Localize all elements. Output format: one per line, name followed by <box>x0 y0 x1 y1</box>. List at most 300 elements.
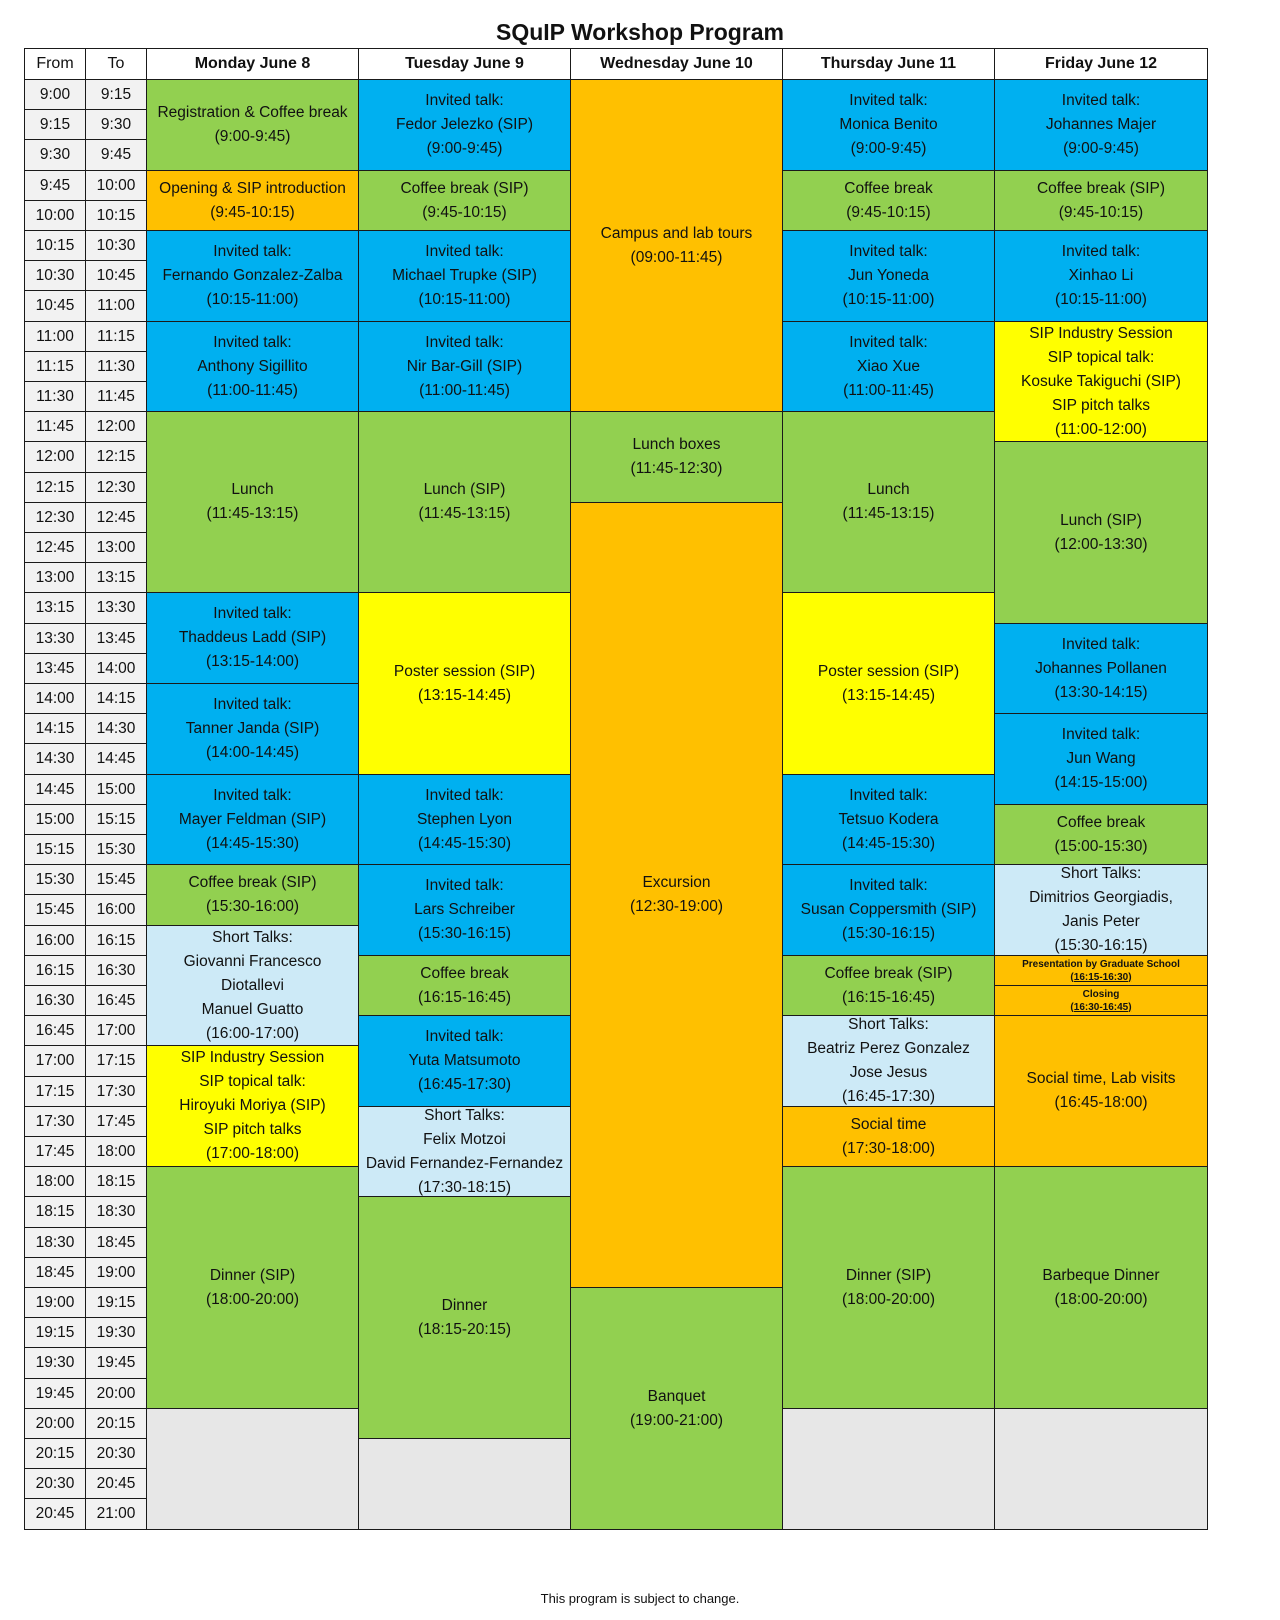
event-text-line: Monica Benito <box>839 116 938 133</box>
time-from-cell: 12:15 <box>24 472 86 503</box>
event-block <box>782 864 995 956</box>
time-from-cell: 13:15 <box>24 592 86 624</box>
time-from-cell: 15:45 <box>24 894 86 926</box>
time-to-cell: 16:45 <box>85 985 147 1016</box>
time-from-cell: 12:00 <box>24 441 86 473</box>
event-text-line: (17:00-18:00) <box>205 1145 300 1162</box>
event-block <box>570 79 783 412</box>
event-text-line: (11:45-13:15) <box>418 505 511 522</box>
event-text-line: (18:00-20:00) <box>205 1290 300 1308</box>
event-text-line: Lunch <box>867 481 910 498</box>
event-block <box>358 1106 571 1197</box>
event-text-line: Invited talk: <box>1061 243 1141 260</box>
event-text-line: (17:30-18:00) <box>841 1139 936 1157</box>
event-block <box>570 502 783 1288</box>
event-text-line: Yuta Matsumoto <box>408 1052 521 1069</box>
event-text-line: (12:30-19:00) <box>629 898 724 915</box>
time-to-cell: 10:30 <box>85 230 147 261</box>
event-block <box>994 1166 1208 1409</box>
event-text-line: SIP Industry Session <box>180 1049 325 1066</box>
empty-slot <box>358 1438 571 1530</box>
event-block <box>146 79 359 171</box>
time-to-cell: 12:00 <box>85 411 147 442</box>
event-text-line: David Fernandez-Fernandez <box>365 1154 564 1172</box>
event-text-line: (15:30-16:00) <box>205 898 300 915</box>
event-text-line: SIP topical talk: <box>1047 348 1155 366</box>
event-text-line: (9:45-10:15) <box>422 203 507 221</box>
event-text-line: Banquet <box>647 1387 706 1405</box>
event-block <box>782 230 995 322</box>
time-to-cell: 10:45 <box>85 260 147 291</box>
event-text-line: Short Talks: <box>424 1106 505 1124</box>
time-from-cell: 10:30 <box>24 260 86 291</box>
event-block <box>358 170 571 231</box>
time-from-cell: 17:45 <box>24 1136 86 1167</box>
event-text-line: Invited talk: <box>849 786 928 804</box>
event-text-line: Invited talk: <box>425 333 504 351</box>
event-text-line: Invited talk: <box>213 605 292 622</box>
event-block <box>782 170 995 231</box>
day-header-thursday: Thursday June 11 <box>782 48 995 80</box>
time-from-cell: 18:15 <box>24 1196 86 1228</box>
event-text-line: Nir Bar-Gill (SIP) <box>406 357 523 375</box>
event-text-line: (14:15-15:00) <box>1054 774 1148 791</box>
time-to-cell: 17:15 <box>85 1045 147 1077</box>
event-text-line: Hiroyuki Moriya (SIP) <box>179 1097 326 1114</box>
time-to-cell: 16:00 <box>85 894 147 926</box>
event-block <box>994 1015 1208 1167</box>
event-text-line: Invited talk: <box>425 877 504 894</box>
event-block <box>570 411 783 503</box>
time-to-cell: 12:30 <box>85 472 147 503</box>
event-text-line: (09:00-11:45) <box>630 248 723 266</box>
event-text-line: Social time, Lab visits <box>1026 1070 1176 1087</box>
time-to-cell: 17:00 <box>85 1015 147 1046</box>
time-from-cell: 11:00 <box>24 321 86 352</box>
time-to-cell: 15:30 <box>85 834 147 865</box>
event-text-line: Tanner Janda (SIP) <box>185 720 320 737</box>
event-block <box>782 1166 995 1409</box>
event-text-line: Diotallevi <box>221 976 284 994</box>
time-from-cell: 16:15 <box>24 955 86 986</box>
event-text-line: Invited talk: <box>425 243 504 260</box>
event-text-line: Social time <box>850 1115 927 1133</box>
event-text-line: Invited talk: <box>1061 635 1141 653</box>
time-from-cell: 12:30 <box>24 502 86 533</box>
event-block <box>358 1015 571 1107</box>
event-text-line: (16:30-16:45) <box>1070 1001 1132 1013</box>
event-block <box>994 623 1208 714</box>
time-from-cell: 19:45 <box>24 1378 86 1409</box>
event-text-line: (11:45-12:30) <box>630 460 723 477</box>
event-text-line: (11:45-13:15) <box>842 505 935 522</box>
event-text-line: Jun Yoneda <box>847 267 930 284</box>
event-text-line: Felix Motzoi <box>423 1130 506 1148</box>
event-text-line: (12:00-13:30) <box>1054 535 1148 553</box>
time-to-cell: 13:00 <box>85 532 147 563</box>
event-text-line: Invited talk: <box>213 696 292 713</box>
time-to-cell: 11:30 <box>85 351 147 382</box>
time-from-cell: 15:00 <box>24 804 86 835</box>
event-text-line: Barbeque Dinner <box>1042 1266 1160 1284</box>
event-text-line: Campus and lab tours <box>600 224 753 242</box>
event-text-line: (11:45-13:15) <box>206 505 299 522</box>
event-block <box>146 321 359 412</box>
time-to-cell: 20:30 <box>85 1438 147 1469</box>
time-to-cell: 13:45 <box>85 623 147 654</box>
time-from-cell: 9:45 <box>24 170 86 201</box>
event-text-line: Coffee break (SIP) <box>188 874 317 891</box>
event-text-line: Invited talk: <box>849 243 928 260</box>
event-text-line: (13:30-14:15) <box>1054 683 1148 701</box>
event-text-line: (16:15-16:45) <box>841 988 936 1006</box>
event-block <box>146 774 359 865</box>
event-block <box>782 955 995 1016</box>
event-text-line: Lars Schreiber <box>414 901 515 918</box>
time-to-cell: 18:30 <box>85 1196 147 1228</box>
event-block <box>782 411 995 593</box>
event-text-line: Closing <box>1082 988 1120 1000</box>
event-text-line: Invited talk: <box>849 92 928 109</box>
event-text-line: Mayer Feldman (SIP) <box>178 810 327 828</box>
day-header-wednesday: Wednesday June 10 <box>570 48 783 80</box>
event-block <box>570 1287 783 1530</box>
time-from-cell: 19:30 <box>24 1347 86 1379</box>
time-from-cell: 16:00 <box>24 925 86 956</box>
event-text-line: Anthony Sigillito <box>197 357 308 375</box>
event-block <box>358 1196 571 1439</box>
event-text-line: Jun Wang <box>1066 750 1136 767</box>
time-from-cell: 9:00 <box>24 79 86 110</box>
event-text-line: Invited talk: <box>849 333 928 351</box>
empty-slot <box>146 1408 359 1530</box>
event-text-line: (14:45-15:30) <box>841 834 936 852</box>
event-text-line: (16:15-16:45) <box>417 988 512 1006</box>
event-text-line: (10:15-11:00) <box>206 291 299 308</box>
time-from-cell: 11:15 <box>24 351 86 382</box>
event-text-line: (10:15-11:00) <box>842 291 935 308</box>
time-to-cell: 15:15 <box>85 804 147 835</box>
time-from-cell: 20:15 <box>24 1438 86 1469</box>
empty-slot <box>994 1408 1208 1530</box>
event-text-line: Short Talks: <box>212 928 293 946</box>
empty-slot <box>782 1408 995 1530</box>
event-text-line: Invited talk: <box>213 333 292 351</box>
event-text-line: Invited talk: <box>213 243 292 260</box>
event-text-line: Short Talks: <box>848 1016 929 1033</box>
event-text-line: (11:00-11:45) <box>207 381 298 399</box>
event-text-line: Johannes Pollanen <box>1035 659 1167 677</box>
time-from-cell: 11:30 <box>24 381 86 412</box>
event-text-line: Lunch (SIP) <box>423 481 506 498</box>
event-text-line: (9:45-10:15) <box>846 203 931 221</box>
event-text-line: SIP topical talk: <box>199 1073 306 1090</box>
event-block <box>358 230 571 322</box>
time-from-cell: 10:15 <box>24 230 86 261</box>
time-from-cell: 13:30 <box>24 623 86 654</box>
event-block <box>994 804 1208 865</box>
event-text-line: (16:45-18:00) <box>1054 1094 1148 1111</box>
day-header-friday: Friday June 12 <box>994 48 1208 80</box>
time-from-cell: 17:30 <box>24 1106 86 1137</box>
event-text-line: Invited talk: <box>849 877 928 894</box>
event-text-line: Dinner (SIP) <box>845 1266 932 1284</box>
time-from-cell: 15:30 <box>24 864 86 895</box>
event-text-line: Poster session (SIP) <box>817 662 960 680</box>
time-to-cell: 11:45 <box>85 381 147 412</box>
event-text-line: (14:45-15:30) <box>417 834 512 852</box>
day-header-monday: Monday June 8 <box>146 48 359 80</box>
event-text-line: (18:00-20:00) <box>1054 1290 1148 1308</box>
event-text-line: (17:30-18:15) <box>417 1178 512 1196</box>
footnote: This program is subject to change. <box>540 1591 740 1606</box>
from-column-header: From <box>24 48 86 80</box>
event-block <box>782 774 995 865</box>
day-header-tuesday: Tuesday June 9 <box>358 48 571 80</box>
time-from-cell: 14:45 <box>24 774 86 805</box>
time-from-cell: 18:00 <box>24 1166 86 1197</box>
event-block <box>146 230 359 322</box>
event-text-line: Beatriz Perez Gonzalez <box>807 1040 970 1057</box>
event-block <box>146 170 359 231</box>
time-to-cell: 18:00 <box>85 1136 147 1167</box>
event-text-line: (19:00-21:00) <box>629 1411 724 1429</box>
event-text-line: (9:00-9:45) <box>1063 140 1139 157</box>
event-block <box>358 411 571 593</box>
time-to-cell: 16:15 <box>85 925 147 956</box>
event-text-line: (16:00-17:00) <box>205 1024 300 1042</box>
event-text-line: SIP Industry Session <box>1029 324 1173 342</box>
event-block <box>994 79 1208 171</box>
event-text-line: (9:00-9:45) <box>850 140 927 157</box>
schedule-table <box>24 48 1250 1582</box>
event-text-line: Invited talk: <box>425 1028 504 1045</box>
to-column-header: To <box>85 48 147 80</box>
event-block <box>994 864 1208 956</box>
event-block <box>146 592 359 684</box>
event-block <box>782 1106 995 1167</box>
time-from-cell: 13:45 <box>24 653 86 684</box>
event-text-line: (16:45-17:30) <box>841 1088 936 1105</box>
time-from-cell: 12:45 <box>24 532 86 563</box>
event-block <box>358 321 571 412</box>
event-text-line: Xinhao Li <box>1068 267 1134 284</box>
event-block <box>994 955 1208 986</box>
event-text-line: (9:45-10:15) <box>1058 203 1144 221</box>
event-text-line: Coffee break <box>1056 813 1146 831</box>
event-block <box>358 592 571 775</box>
event-text-line: (9:00-9:45) <box>214 128 291 145</box>
event-text-line: (15:00-15:30) <box>1054 837 1148 855</box>
event-block <box>994 441 1208 624</box>
event-block <box>146 1166 359 1409</box>
event-block <box>146 683 359 775</box>
time-from-cell: 17:15 <box>24 1076 86 1107</box>
event-text-line: Thaddeus Ladd (SIP) <box>178 629 327 646</box>
time-to-cell: 9:15 <box>85 79 147 110</box>
time-to-cell: 16:30 <box>85 955 147 986</box>
event-text-line: Jose Jesus <box>849 1064 928 1081</box>
event-block <box>782 79 995 171</box>
event-block <box>358 955 571 1016</box>
event-text-line: (13:15-14:45) <box>841 686 936 704</box>
event-text-line: Invited talk: <box>425 92 504 109</box>
event-block <box>994 170 1208 231</box>
event-text-line: (15:30-16:15) <box>1054 937 1148 954</box>
event-text-line: (11:00-11:45) <box>843 381 934 399</box>
time-to-cell: 18:15 <box>85 1166 147 1197</box>
time-from-cell: 20:45 <box>24 1498 86 1530</box>
event-text-line: SIP pitch talks <box>1052 396 1150 414</box>
time-from-cell: 19:00 <box>24 1287 86 1318</box>
time-to-cell: 19:45 <box>85 1347 147 1379</box>
event-text-line: Lunch <box>231 481 274 498</box>
time-to-cell: 20:45 <box>85 1468 147 1499</box>
time-from-cell: 14:30 <box>24 743 86 775</box>
event-text-line: Giovanni Francesco <box>183 952 322 970</box>
time-to-cell: 14:15 <box>85 683 147 714</box>
event-block <box>146 411 359 593</box>
event-text-line: (9:00-9:45) <box>426 140 503 157</box>
time-from-cell: 16:45 <box>24 1015 86 1046</box>
time-to-cell: 15:00 <box>85 774 147 805</box>
time-to-cell: 13:30 <box>85 592 147 624</box>
time-to-cell: 20:15 <box>85 1408 147 1439</box>
event-text-line: Fedor Jelezko (SIP) <box>396 116 533 133</box>
event-text-line: (10:15-11:00) <box>418 291 511 308</box>
event-text-line: Invited talk: <box>1061 92 1141 109</box>
event-text-line: Coffee break <box>844 179 933 197</box>
event-text-line: (10:15-11:00) <box>1055 291 1147 308</box>
time-from-cell: 17:00 <box>24 1045 86 1077</box>
time-to-cell: 19:15 <box>85 1287 147 1318</box>
event-block <box>782 592 995 775</box>
time-to-cell: 17:45 <box>85 1106 147 1137</box>
event-text-line: Lunch (SIP) <box>1060 511 1142 529</box>
event-text-line: Invited talk: <box>213 786 292 804</box>
time-from-cell: 15:15 <box>24 834 86 865</box>
event-block <box>358 79 571 171</box>
event-text-line: Dinner <box>441 1296 488 1314</box>
time-from-cell: 10:00 <box>24 200 86 231</box>
time-from-cell: 20:00 <box>24 1408 86 1439</box>
event-text-line: Susan Coppersmith (SIP) <box>800 901 977 918</box>
event-text-line: Michael Trupke (SIP) <box>392 267 537 284</box>
time-to-cell: 14:00 <box>85 653 147 684</box>
time-from-cell: 18:30 <box>24 1227 86 1258</box>
event-text-line: Fernando Gonzalez-Zalba <box>162 267 343 284</box>
event-text-line: (9:45-10:15) <box>210 203 295 221</box>
event-text-line: (14:00-14:45) <box>205 744 300 761</box>
event-text-line: SIP pitch talks <box>203 1121 302 1138</box>
time-to-cell: 21:00 <box>85 1498 147 1530</box>
event-text-line: Presentation by Graduate School <box>1022 958 1180 970</box>
event-block <box>146 864 359 926</box>
event-block <box>994 713 1208 805</box>
time-from-cell: 14:15 <box>24 713 86 744</box>
time-from-cell: 14:00 <box>24 683 86 714</box>
event-text-line: (13:15-14:00) <box>205 653 300 670</box>
time-from-cell: 18:45 <box>24 1257 86 1288</box>
event-text-line: Dimitrios Georgiadis, <box>1029 889 1173 906</box>
event-text-line: Short Talks: <box>1060 865 1142 882</box>
event-text-line: (16:45-17:30) <box>417 1076 512 1093</box>
event-text-line: Coffee break (SIP) <box>400 179 529 197</box>
time-to-cell: 9:45 <box>85 139 147 171</box>
event-text-line: Tetsuo Kodera <box>838 810 939 828</box>
time-to-cell: 19:30 <box>85 1317 147 1348</box>
time-from-cell: 16:30 <box>24 985 86 1016</box>
event-text-line: Johannes Majer <box>1045 116 1157 133</box>
time-to-cell: 14:45 <box>85 743 147 775</box>
time-to-cell: 20:00 <box>85 1378 147 1409</box>
time-to-cell: 18:45 <box>85 1227 147 1258</box>
time-to-cell: 12:45 <box>85 502 147 533</box>
event-text-line: Opening & SIP introduction <box>159 179 346 197</box>
event-text-line: Manuel Guatto <box>201 1000 304 1018</box>
time-from-cell: 9:30 <box>24 139 86 171</box>
time-from-cell: 10:45 <box>24 290 86 322</box>
time-to-cell: 19:00 <box>85 1257 147 1288</box>
event-text-line: (11:00-11:45) <box>419 381 510 399</box>
time-to-cell: 9:30 <box>85 109 147 140</box>
event-text-line: (18:15-20:15) <box>417 1320 512 1338</box>
time-to-cell: 10:15 <box>85 200 147 231</box>
event-block <box>782 1015 995 1107</box>
event-text-line: (18:00-20:00) <box>841 1290 936 1308</box>
event-text-line: Registration & Coffee break <box>157 104 348 121</box>
page-title: SQuIP Workshop Program <box>496 19 784 45</box>
event-text-line: Lunch boxes <box>632 436 721 453</box>
event-text-line: Poster session (SIP) <box>393 662 536 680</box>
event-block <box>146 925 359 1046</box>
event-block <box>358 774 571 865</box>
time-to-cell: 11:00 <box>85 290 147 322</box>
time-to-cell: 11:15 <box>85 321 147 352</box>
time-to-cell: 17:30 <box>85 1076 147 1107</box>
time-from-cell: 20:30 <box>24 1468 86 1499</box>
event-text-line: (14:45-15:30) <box>205 834 300 852</box>
event-block <box>994 230 1208 322</box>
event-block <box>782 321 995 412</box>
time-from-cell: 19:15 <box>24 1317 86 1348</box>
time-to-cell: 14:30 <box>85 713 147 744</box>
event-text-line: Coffee break <box>420 964 509 982</box>
time-to-cell: 10:00 <box>85 170 147 201</box>
event-text-line: (15:30-16:15) <box>841 925 936 942</box>
event-text-line: Excursion <box>642 874 711 891</box>
event-text-line: Kosuke Takiguchi (SIP) <box>1021 372 1181 390</box>
event-text-line: Xiao Xue <box>857 357 920 375</box>
event-text-line: (16:15-16:30) <box>1070 971 1132 983</box>
event-text-line: (11:00-12:00) <box>1055 420 1147 438</box>
event-text-line: Coffee break (SIP) <box>824 964 953 982</box>
time-from-cell: 9:15 <box>24 109 86 140</box>
event-text-line: (15:30-16:15) <box>417 925 512 942</box>
time-to-cell: 12:15 <box>85 441 147 473</box>
event-text-line: Coffee break (SIP) <box>1036 179 1166 197</box>
event-block <box>358 864 571 956</box>
time-from-cell: 13:00 <box>24 562 86 593</box>
time-to-cell: 13:15 <box>85 562 147 593</box>
time-to-cell: 15:45 <box>85 864 147 895</box>
event-text-line: Janis Peter <box>1062 913 1140 930</box>
event-block <box>994 985 1208 1016</box>
event-text-line: (13:15-14:45) <box>417 686 512 704</box>
event-text-line: Invited talk: <box>1061 726 1141 743</box>
time-from-cell: 11:45 <box>24 411 86 442</box>
event-text-line: Stephen Lyon <box>416 810 513 828</box>
